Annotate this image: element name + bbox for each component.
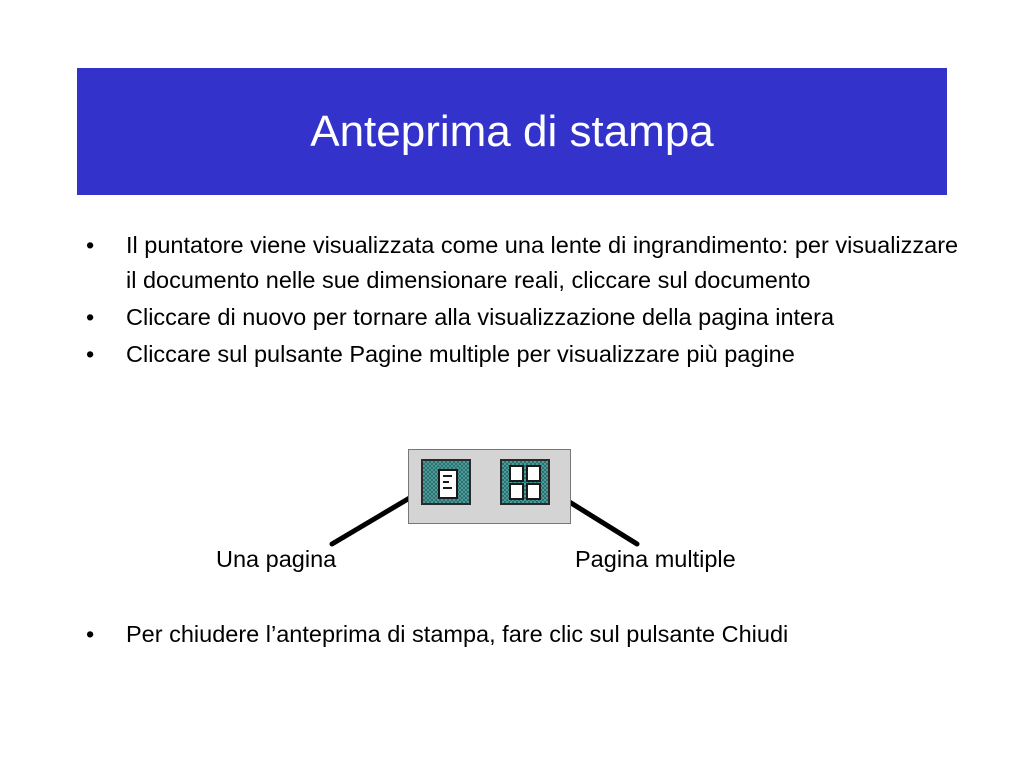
bullet-dot: • xyxy=(86,232,95,258)
slide-title: Anteprima di stampa xyxy=(310,106,714,156)
bullet-text: Il puntatore viene visualizzata come una lente di ingrandimento: per visualizzare il documento nelle sue dimensionare reali, cliccare sul documento xyxy=(126,232,959,293)
one-page-label: Una pagina xyxy=(216,546,337,572)
one-page-button[interactable] xyxy=(421,459,471,505)
bullet-item xyxy=(86,617,1006,652)
one-page-icon xyxy=(438,469,458,499)
bullet-dot: • xyxy=(86,341,95,367)
leader-line-one-page xyxy=(332,493,418,544)
bullet-text: Cliccare sul pulsante Pagine multiple per visualizzare più pagine xyxy=(126,341,795,367)
bullet-dot: • xyxy=(86,304,95,330)
bullet-text: Cliccare di nuovo per tornare alla visualizzazione della pagina intera xyxy=(126,304,835,330)
print-preview-toolbar xyxy=(408,449,571,524)
bullet-dot: • xyxy=(86,621,95,647)
multiple-pages-button[interactable] xyxy=(500,459,550,505)
bullet-text: Per chiudere l’anteprima di stampa, fare clic sul pulsante Chiudi xyxy=(126,621,789,647)
multiple-pages-label: Pagina multiple xyxy=(575,546,736,572)
